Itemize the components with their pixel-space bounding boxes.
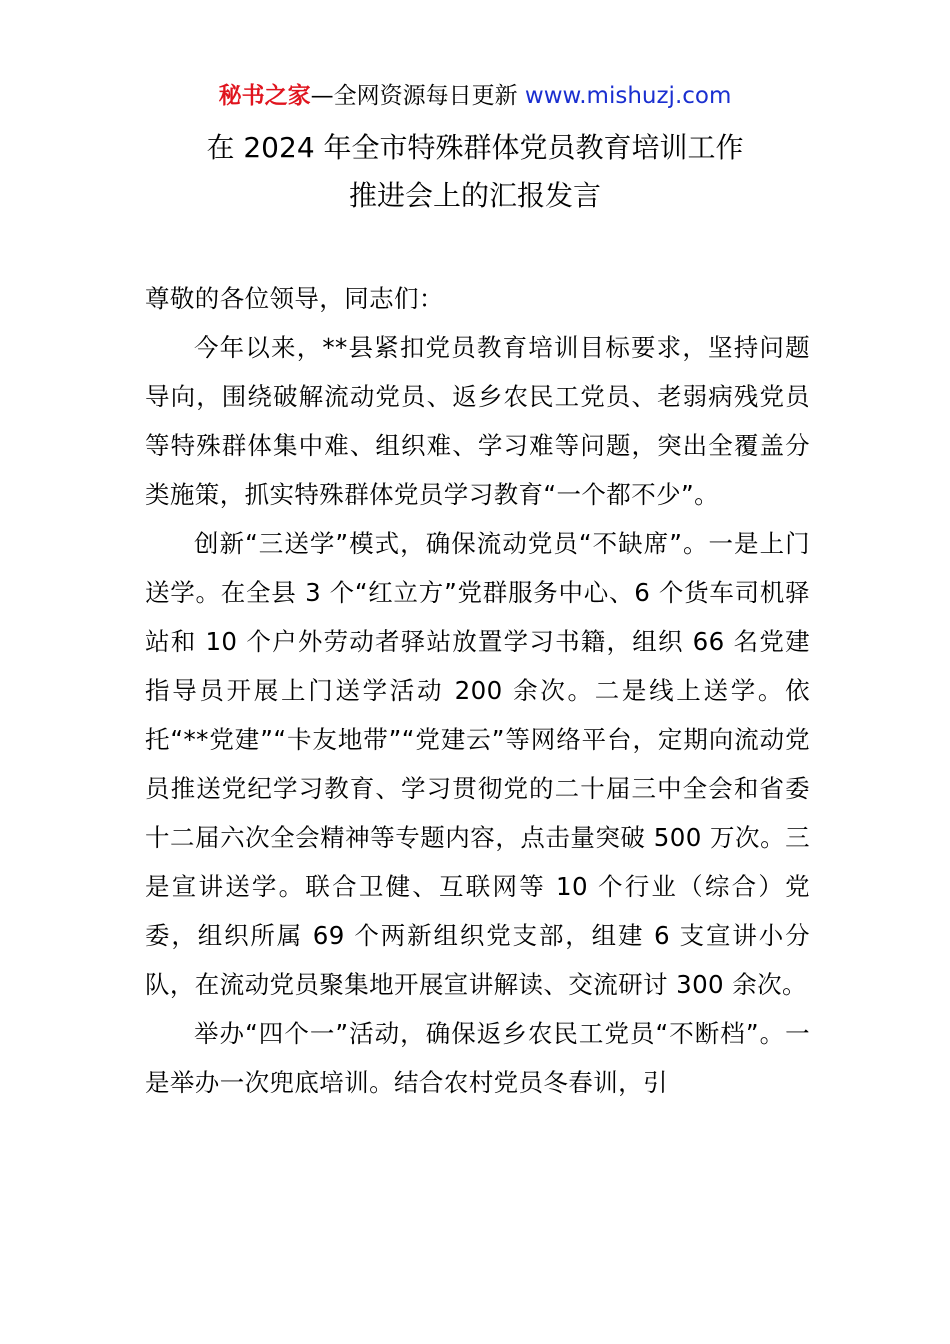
- salutation: 尊敬的各位领导，同志们：: [145, 284, 444, 313]
- site-tagline: —全网资源每日更新: [310, 83, 525, 109]
- site-brand: 秘书之家: [218, 83, 311, 109]
- paragraph-returning-workers: 举办“四个一”活动，确保返乡农民工党员“不断档”。一是举办一次兜底培训。结合农村党员冬春训，引: [145, 1019, 810, 1097]
- document-title-line-2: 推进会上的汇报发言: [348, 179, 601, 212]
- site-header: [0, 80, 950, 112]
- site-url[interactable]: www.mishuzj.com: [524, 83, 732, 109]
- paragraph-intro: 今年以来，**县紧扣党员教育培训目标要求，坚持问题导向，围绕破解流动党员、返乡农民工党员、老弱病残党员等特殊群体集中难、组织难、学习难等问题，突出全覆盖分类施策，抓实特殊群体党员学习教育“一个都不少”。: [145, 333, 810, 509]
- document-body: [145, 274, 810, 1107]
- document-title-line-1: 在 2024 年全市特殊群体党员教育培训工作: [206, 131, 744, 164]
- paragraph-mobile-members: 创新“三送学”模式，确保流动党员“不缺席”。一是上门送学。在全县 3 个“红立方”党群服务中心、6 个货车司机驿站和 10 个户外劳动者驿站放置学习书籍，组织 66 名党建指导员开展上门送学活动 200 余次。二是线上送学。依托“**党建”“卡友地带”“党建云”等网络平台，定期向流动党员推送党纪学习教育、学习贯彻党的二十届三中全会和省委十二届六次全会精神等专题内容，点击量突破 500 万次。三是宣讲送学。联合卫健、互联网等 10 个行业（综合）党委，组织所属 69 个两新组织党支部，组建 6 支宣讲小分队，在流动党员聚集地开展宣讲解读、交流研讨 300 余次。: [145, 529, 810, 999]
